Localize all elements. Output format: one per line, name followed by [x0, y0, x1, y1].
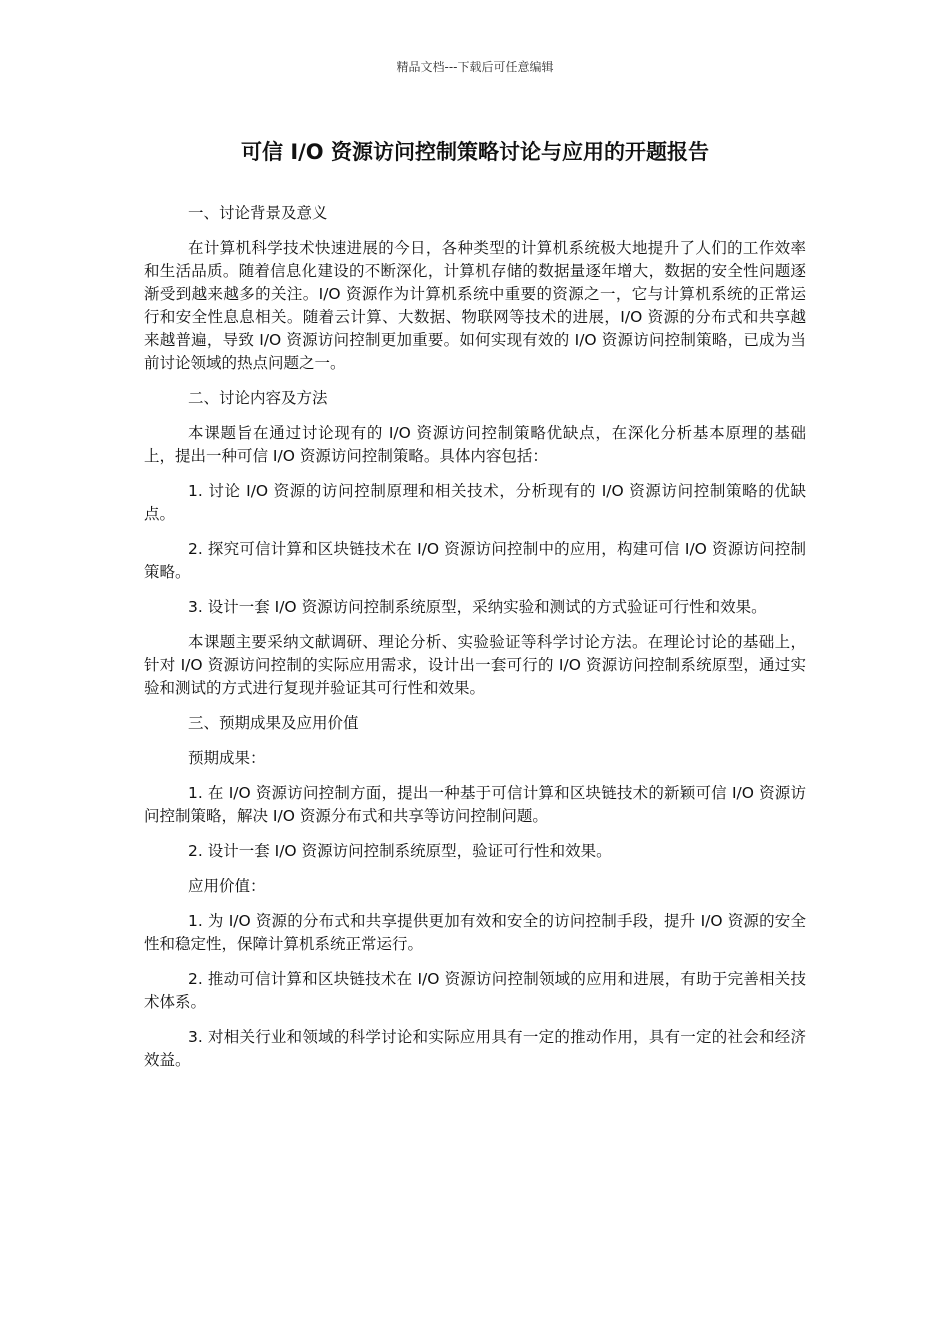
list-item-result-2: 2. 设计一套 I/O 资源访问控制系统原型，验证可行性和效果。 — [188, 842, 612, 860]
paragraph-content-intro: 本课题旨在通过讨论现有的 I/O 资源访问控制策略优缺点，在深化分析基本原理的基础上，提出一种可信 I/O 资源访问控制策略。具体内容包括： — [144, 424, 806, 465]
list-item-content-3: 3. 设计一套 I/O 资源访问控制系统原型，采纳实验和测试的方式验证可行性和效果。 — [188, 598, 767, 616]
section-heading-background: 一、讨论背景及意义 — [188, 204, 328, 222]
document-title: 可信 I/O 资源访问控制策略讨论与应用的开题报告 — [241, 140, 709, 164]
page-header: 精品文档---下载后可任意编辑 — [396, 60, 554, 74]
subheading-expected-results: 预期成果： — [188, 749, 266, 767]
document-body — [144, 136, 806, 1084]
subheading-application-value: 应用价值： — [188, 877, 266, 895]
list-item-value-3: 3. 对相关行业和领域的科学讨论和实际应用具有一定的推动作用，具有一定的社会和经济效益。 — [144, 1028, 806, 1069]
section-heading-outcomes: 三、预期成果及应用价值 — [188, 714, 359, 732]
list-item-content-1: 1. 讨论 I/O 资源的访问控制原理和相关技术，分析现有的 I/O 资源访问控制策略的优缺点。 — [144, 482, 806, 523]
list-item-value-2: 2. 推动可信计算和区块链技术在 I/O 资源访问控制领域的应用和进展，有助于完善相关技术体系。 — [144, 970, 806, 1011]
section-heading-content-method: 二、讨论内容及方法 — [188, 389, 328, 407]
paragraph-method: 本课题主要采纳文献调研、理论分析、实验验证等科学讨论方法。在理论讨论的基础上，针对 I/O 资源访问控制的实际应用需求，设计出一套可行的 I/O 资源访问控制系统原型，通过实验和测试的方式进行复现并验证其可行性和效果。 — [144, 633, 806, 697]
list-item-content-2: 2. 探究可信计算和区块链技术在 I/O 资源访问控制中的应用，构建可信 I/O 资源访问控制策略。 — [144, 540, 806, 581]
list-item-value-1: 1. 为 I/O 资源的分布式和共享提供更加有效和安全的访问控制手段，提升 I/O 资源的安全性和稳定性，保障计算机系统正常运行。 — [144, 912, 806, 953]
paragraph-background: 在计算机科学技术快速进展的今日，各种类型的计算机系统极大地提升了人们的工作效率和生活品质。随着信息化建设的不断深化，计算机存储的数据量逐年增大，数据的安全性问题逐渐受到越来越多的关注。I/O 资源作为计算机系统中重要的资源之一，它与计算机系统的正常运行和安全性息息相关。随着云计算、大数据、物联网等技术的进展，I/O 资源的分布式和共享越来越普遍，导致 I/O 资源访问控制更加重要。如何实现有效的 I/O 资源访问控制策略，已成为当前讨论领域的热点问题之一。 — [144, 239, 806, 372]
list-item-result-1: 1. 在 I/O 资源访问控制方面，提出一种基于可信计算和区块链技术的新颖可信 I/O 资源访问控制策略，解决 I/O 资源分布式和共享等访问控制问题。 — [144, 784, 806, 825]
